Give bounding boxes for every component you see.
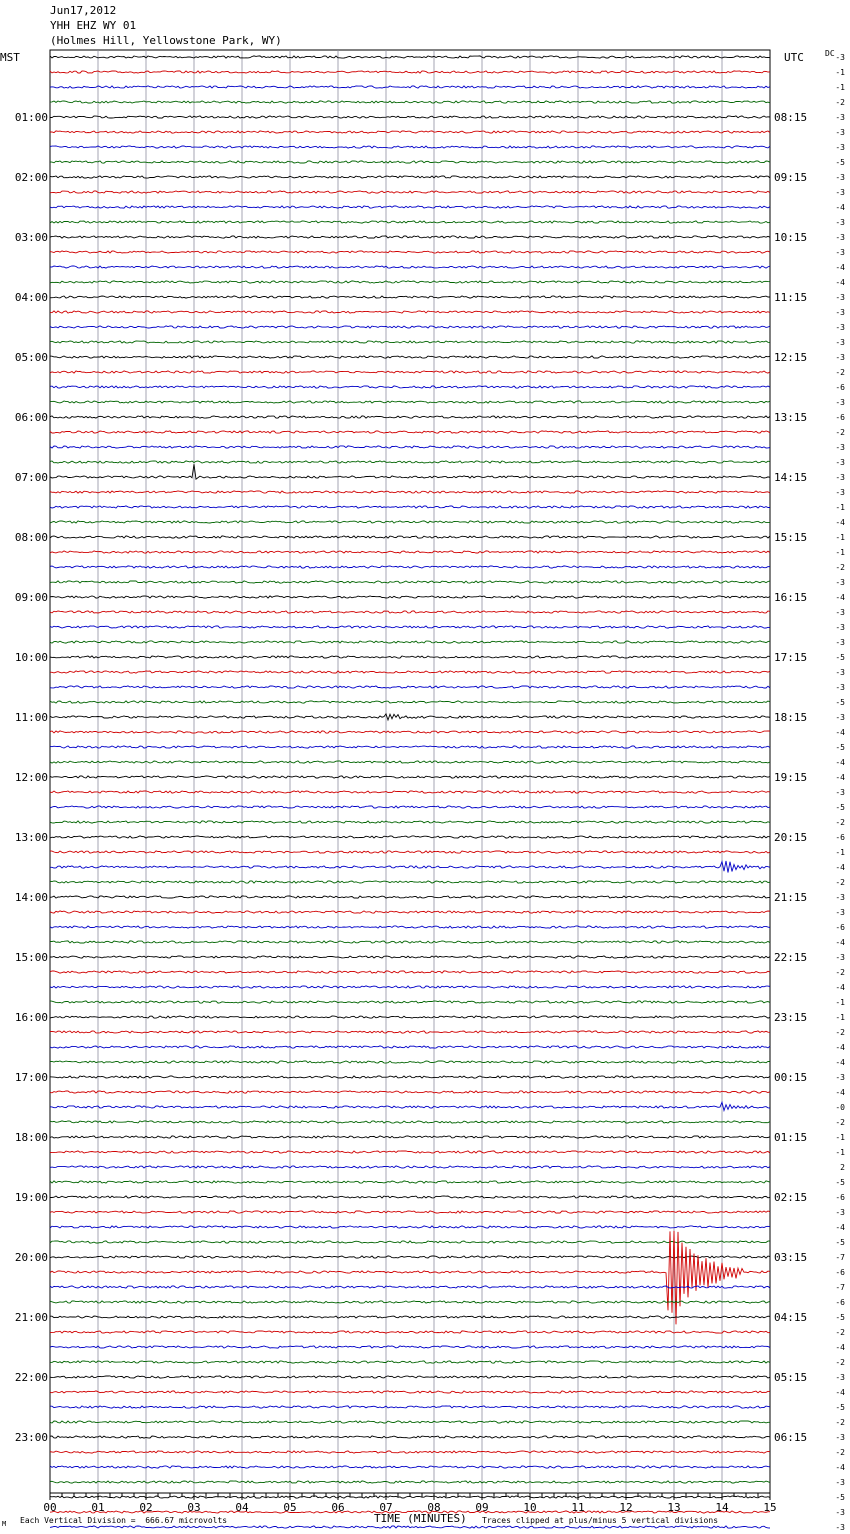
dc-offset-label: -4 — [835, 518, 845, 527]
dc-offset-label: -3 — [835, 953, 845, 962]
dc-offset-label: -3 — [835, 53, 845, 62]
x-tick-label: 11 — [571, 1501, 585, 1514]
dc-offset-label: -5 — [835, 698, 845, 707]
trace-row — [50, 116, 770, 118]
x-tick-label: 12 — [619, 1501, 633, 1514]
dc-offset-label: -3 — [835, 908, 845, 917]
trace-row — [50, 686, 770, 688]
dc-offset-label: -5 — [835, 743, 845, 752]
dc-offset-label: -2 — [835, 1358, 845, 1367]
mst-hour-label: 10:00 — [14, 651, 48, 664]
dc-offset-label: -4 — [835, 1043, 845, 1052]
dc-offset-label: -1 — [835, 1148, 845, 1157]
dc-offset-label: -1 — [835, 848, 845, 857]
x-tick-label: 01 — [91, 1501, 105, 1514]
dc-offset-label: -4 — [835, 593, 845, 602]
dc-offset-label: -2 — [835, 98, 845, 107]
trace-row — [50, 1301, 770, 1303]
trace-row — [50, 626, 770, 628]
trace-row — [50, 56, 770, 58]
dc-offset-label: -0 — [835, 1103, 845, 1112]
trace-row — [50, 881, 770, 883]
trace-row — [50, 86, 770, 88]
dc-offset-label: -4 — [835, 1463, 845, 1472]
utc-hour-label: 14:15 — [774, 471, 808, 484]
trace-row — [50, 1526, 770, 1528]
dc-offset-label: -1 — [835, 998, 845, 1007]
trace-row — [50, 296, 770, 298]
dc-offset-label: -3 — [835, 713, 845, 722]
x-tick-label: 10 — [523, 1501, 537, 1514]
dc-offset-label: -1 — [835, 503, 845, 512]
dc-offset-label: -3 — [835, 1523, 845, 1532]
dc-offset-label: -2 — [835, 563, 845, 572]
dc-offset-label: -3 — [835, 128, 845, 137]
x-tick-label: 03 — [187, 1501, 201, 1514]
trace-row — [50, 671, 770, 673]
scale-note: Each Vertical Division = 666.67 microvolts — [20, 1516, 228, 1525]
dc-offset-label: -3 — [835, 1208, 845, 1217]
utc-hour-label: 04:15 — [774, 1311, 808, 1324]
trace-row — [50, 401, 770, 403]
trace-row — [50, 1256, 770, 1258]
trace-row — [50, 1361, 770, 1363]
dc-offset-label: -3 — [835, 308, 845, 317]
mst-hour-label: 14:00 — [14, 891, 48, 904]
trace-row — [50, 761, 770, 763]
trace-row — [50, 101, 770, 103]
dc-offset-label: -3 — [835, 443, 845, 452]
clip-note: Traces clipped at plus/minus 5 vertical divisions — [482, 1516, 719, 1525]
dc-offset-label: -5 — [835, 803, 845, 812]
mst-hour-label: 05:00 — [14, 351, 48, 364]
dc-offset-label: -3 — [835, 668, 845, 677]
trace-row — [50, 1331, 770, 1333]
dc-offset-label: -3 — [835, 398, 845, 407]
x-tick-label: 13 — [667, 1501, 681, 1514]
trace-row — [50, 236, 770, 238]
dc-offset-label: -3 — [835, 638, 845, 647]
utc-hour-label: 12:15 — [774, 351, 808, 364]
x-tick-label: 04 — [235, 1501, 249, 1514]
mst-hour-label: 16:00 — [14, 1011, 48, 1024]
trace-row — [50, 1231, 770, 1325]
trace-row — [50, 896, 770, 898]
dc-offset-label: -6 — [835, 833, 845, 842]
trace-row — [50, 1016, 770, 1018]
x-tick-label: 02 — [139, 1501, 153, 1514]
dc-offset-label: -3 — [835, 113, 845, 122]
trace-row — [50, 641, 770, 643]
dc-offset-label: -3 — [835, 1478, 845, 1487]
dc-offset-label: -5 — [835, 1238, 845, 1247]
dc-offset-label: -3 — [835, 143, 845, 152]
mst-hour-label: 23:00 — [14, 1431, 48, 1444]
trace-row — [50, 566, 770, 568]
trace-row — [50, 356, 770, 358]
trace-row — [50, 1286, 770, 1288]
dc-offset-label: -3 — [835, 1508, 845, 1517]
utc-hour-label: 23:15 — [774, 1011, 808, 1024]
trace-row — [50, 341, 770, 343]
dc-offset-label: -3 — [835, 248, 845, 257]
dc-offset-label: -4 — [835, 758, 845, 767]
dc-offset-label: -4 — [835, 1058, 845, 1067]
utc-hour-label: 02:15 — [774, 1191, 808, 1204]
mst-hour-label: 01:00 — [14, 111, 48, 124]
trace-row — [50, 911, 770, 913]
dc-offset-label: -4 — [835, 1343, 845, 1352]
x-tick-label: 05 — [283, 1501, 297, 1514]
dc-offset-label: -2 — [835, 428, 845, 437]
trace-row — [50, 431, 770, 433]
dc-offset-label: -4 — [835, 938, 845, 947]
dc-offset-label: -4 — [835, 983, 845, 992]
trace-row — [50, 191, 770, 193]
trace-row — [50, 146, 770, 148]
trace-row — [50, 1376, 770, 1378]
trace-row — [50, 861, 770, 873]
dc-offset-label: -6 — [835, 1268, 845, 1277]
trace-row — [50, 1121, 770, 1123]
dc-offset-label: -6 — [835, 923, 845, 932]
utc-zone-label: UTC — [784, 51, 804, 64]
station-code: YHH EHZ WY 01 — [50, 19, 137, 32]
trace-row — [50, 596, 770, 598]
dc-offset-label: -2 — [835, 1028, 845, 1037]
dc-offset-label: -3 — [835, 683, 845, 692]
dc-offset-label: -6 — [835, 413, 845, 422]
trace-row — [50, 1091, 770, 1093]
utc-hour-label: 05:15 — [774, 1371, 808, 1384]
dc-offset-label: -3 — [835, 188, 845, 197]
dc-offset-label: -3 — [835, 233, 845, 242]
trace-row — [50, 1451, 770, 1453]
trace-row — [50, 1046, 770, 1048]
trace-row — [50, 131, 770, 133]
dc-offset-label: -4 — [835, 1088, 845, 1097]
mst-hour-label: 13:00 — [14, 831, 48, 844]
dc-offset-label: -4 — [835, 263, 845, 272]
trace-row — [50, 836, 770, 838]
trace-row — [50, 731, 770, 733]
dc-offset-label: -2 — [835, 818, 845, 827]
mst-hour-label: 17:00 — [14, 1071, 48, 1084]
mst-zone-label: MST — [0, 51, 20, 64]
trace-row — [50, 1226, 770, 1228]
x-tick-label: 06 — [331, 1501, 345, 1514]
dc-offset-label: -3 — [835, 458, 845, 467]
dc-offset-label: -3 — [835, 488, 845, 497]
trace-row — [50, 971, 770, 973]
dc-offset-label: -5 — [835, 653, 845, 662]
trace-row — [50, 1316, 770, 1318]
trace-row — [50, 386, 770, 388]
trace-row — [50, 71, 770, 73]
dc-offset-label: -3 — [835, 608, 845, 617]
dc-offset-label: -3 — [835, 173, 845, 182]
dc-offset-label: -4 — [835, 203, 845, 212]
mst-hour-label: 06:00 — [14, 411, 48, 424]
dc-offset-label: -3 — [835, 1373, 845, 1382]
mst-hour-label: 18:00 — [14, 1131, 48, 1144]
trace-row — [50, 1481, 770, 1483]
dc-offset-label: -1 — [835, 1133, 845, 1142]
chart-date: Jun17,2012 — [50, 4, 117, 17]
x-tick-label: 14 — [715, 1501, 729, 1514]
utc-hour-label: 22:15 — [774, 951, 808, 964]
trace-row — [50, 1076, 770, 1078]
dc-offset-label: -1 — [835, 83, 845, 92]
trace-row — [50, 1031, 770, 1033]
trace-row — [50, 821, 770, 823]
trace-row — [50, 521, 770, 523]
dc-offset-label: -3 — [835, 1433, 845, 1442]
dc-offset-label: -1 — [835, 1013, 845, 1022]
dc-offset-label: -5 — [835, 158, 845, 167]
dc-offset-label: -3 — [835, 293, 845, 302]
trace-row — [50, 206, 770, 208]
trace-row — [50, 281, 770, 283]
trace-row — [50, 506, 770, 508]
dc-offset-label: -4 — [835, 278, 845, 287]
dc-offset-label: -5 — [835, 1493, 845, 1502]
trace-row — [50, 791, 770, 793]
trace-row — [50, 1166, 770, 1168]
trace-row — [50, 461, 770, 463]
mst-hour-label: 22:00 — [14, 1371, 48, 1384]
x-tick-label: 00 — [43, 1501, 57, 1514]
utc-hour-label: 19:15 — [774, 771, 808, 784]
trace-row — [50, 326, 770, 328]
trace-row — [50, 251, 770, 253]
trace-row — [50, 806, 770, 808]
x-tick-label: 15 — [763, 1501, 777, 1514]
dc-offset-label: -3 — [835, 473, 845, 482]
dc-offset-label: -3 — [835, 218, 845, 227]
trace-row — [50, 941, 770, 943]
dc-offset-label: -4 — [835, 1388, 845, 1397]
mst-hour-label: 15:00 — [14, 951, 48, 964]
trace-row — [50, 1001, 770, 1003]
utc-hour-label: 09:15 — [774, 171, 808, 184]
dc-offset-label: -5 — [835, 1403, 845, 1412]
dc-offset-label: -4 — [835, 773, 845, 782]
trace-row — [50, 986, 770, 988]
trace-row — [50, 1181, 770, 1183]
dc-offset-label: -3 — [835, 1073, 845, 1082]
dc-offset-label: -3 — [835, 323, 845, 332]
dc-offset-label: -7 — [835, 1283, 845, 1292]
dc-offset-label: -3 — [835, 338, 845, 347]
trace-row — [50, 926, 770, 928]
utc-hour-label: 21:15 — [774, 891, 808, 904]
mst-hour-label: 02:00 — [14, 171, 48, 184]
trace-row — [50, 851, 770, 853]
dc-offset-label: -6 — [835, 383, 845, 392]
dc-offset-label: -3 — [835, 893, 845, 902]
dc-offset-label: -3 — [835, 578, 845, 587]
mst-hour-label: 07:00 — [14, 471, 48, 484]
utc-hour-label: 16:15 — [774, 591, 808, 604]
mst-hour-label: 03:00 — [14, 231, 48, 244]
dc-offset-label: -3 — [835, 788, 845, 797]
dc-offset-label: -2 — [835, 1328, 845, 1337]
mst-hour-label: 04:00 — [14, 291, 48, 304]
corner-mark: M — [2, 1520, 7, 1528]
trace-row — [50, 1466, 770, 1468]
trace-row — [50, 714, 770, 720]
trace-row — [50, 1346, 770, 1348]
utc-hour-label: 17:15 — [774, 651, 808, 664]
trace-row — [50, 446, 770, 448]
trace-row — [50, 1391, 770, 1393]
trace-row — [50, 746, 770, 748]
trace-row — [50, 1061, 770, 1063]
utc-hour-label: 18:15 — [774, 711, 808, 724]
dc-offset-label: -2 — [835, 1118, 845, 1127]
utc-hour-label: 01:15 — [774, 1131, 808, 1144]
trace-row — [50, 701, 770, 703]
dc-offset-label: 2 — [840, 1163, 845, 1172]
utc-hour-label: 11:15 — [774, 291, 808, 304]
trace-row — [50, 956, 770, 958]
dc-offset-label: -3 — [835, 353, 845, 362]
dc-offset-label: -2 — [835, 368, 845, 377]
dc-offset-label: -4 — [835, 863, 845, 872]
dc-offset-label: -2 — [835, 878, 845, 887]
mst-hour-label: 08:00 — [14, 531, 48, 544]
mst-hour-label: 12:00 — [14, 771, 48, 784]
utc-hour-label: 00:15 — [774, 1071, 808, 1084]
trace-row — [50, 176, 770, 178]
trace-row — [50, 161, 770, 163]
trace-row — [50, 464, 770, 479]
dc-header-label: DC — [825, 49, 835, 58]
dc-offset-label: -1 — [835, 548, 845, 557]
utc-hour-label: 20:15 — [774, 831, 808, 844]
trace-row — [50, 581, 770, 583]
dc-offset-label: -4 — [835, 1223, 845, 1232]
dc-offset-label: -6 — [835, 1298, 845, 1307]
utc-hour-label: 13:15 — [774, 411, 808, 424]
mst-hour-label: 11:00 — [14, 711, 48, 724]
dc-offset-label: -4 — [835, 728, 845, 737]
x-tick-label: 09 — [475, 1501, 489, 1514]
trace-row — [50, 1421, 770, 1423]
trace-row — [50, 611, 770, 613]
trace-row — [50, 1241, 770, 1243]
trace-row — [50, 1102, 770, 1110]
trace-row — [50, 491, 770, 493]
trace-row — [50, 1406, 770, 1408]
x-tick-label: 08 — [427, 1501, 441, 1514]
dc-offset-label: -5 — [835, 1313, 845, 1322]
utc-hour-label: 08:15 — [774, 111, 808, 124]
mst-hour-label: 21:00 — [14, 1311, 48, 1324]
dc-offset-label: -1 — [835, 533, 845, 542]
trace-row — [50, 656, 770, 658]
dc-offset-label: -6 — [835, 1193, 845, 1202]
trace-row — [50, 1196, 770, 1198]
trace-row — [50, 266, 770, 268]
trace-row — [50, 776, 770, 778]
x-tick-label: 07 — [379, 1501, 393, 1514]
trace-row — [50, 1436, 770, 1438]
trace-row — [50, 416, 770, 418]
trace-row — [50, 536, 770, 538]
trace-row — [50, 371, 770, 373]
dc-offset-label: -2 — [835, 1448, 845, 1457]
dc-offset-label: -2 — [835, 1418, 845, 1427]
trace-row — [50, 1211, 770, 1213]
dc-offset-label: -2 — [835, 968, 845, 977]
dc-offset-label: -3 — [835, 623, 845, 632]
trace-row — [50, 221, 770, 223]
trace-row — [50, 311, 770, 313]
utc-hour-label: 03:15 — [774, 1251, 808, 1264]
utc-hour-label: 10:15 — [774, 231, 808, 244]
utc-hour-label: 06:15 — [774, 1431, 808, 1444]
trace-row — [50, 1136, 770, 1138]
station-location: (Holmes Hill, Yellowstone Park, WY) — [50, 34, 282, 47]
dc-offset-label: -7 — [835, 1253, 845, 1262]
dc-offset-label: -5 — [835, 1178, 845, 1187]
x-axis-label: TIME (MINUTES) — [374, 1512, 467, 1525]
mst-hour-label: 19:00 — [14, 1191, 48, 1204]
utc-hour-label: 15:15 — [774, 531, 808, 544]
mst-hour-label: 09:00 — [14, 591, 48, 604]
trace-row — [50, 551, 770, 553]
mst-hour-label: 20:00 — [14, 1251, 48, 1264]
trace-row — [50, 1151, 770, 1153]
dc-offset-label: -1 — [835, 68, 845, 77]
